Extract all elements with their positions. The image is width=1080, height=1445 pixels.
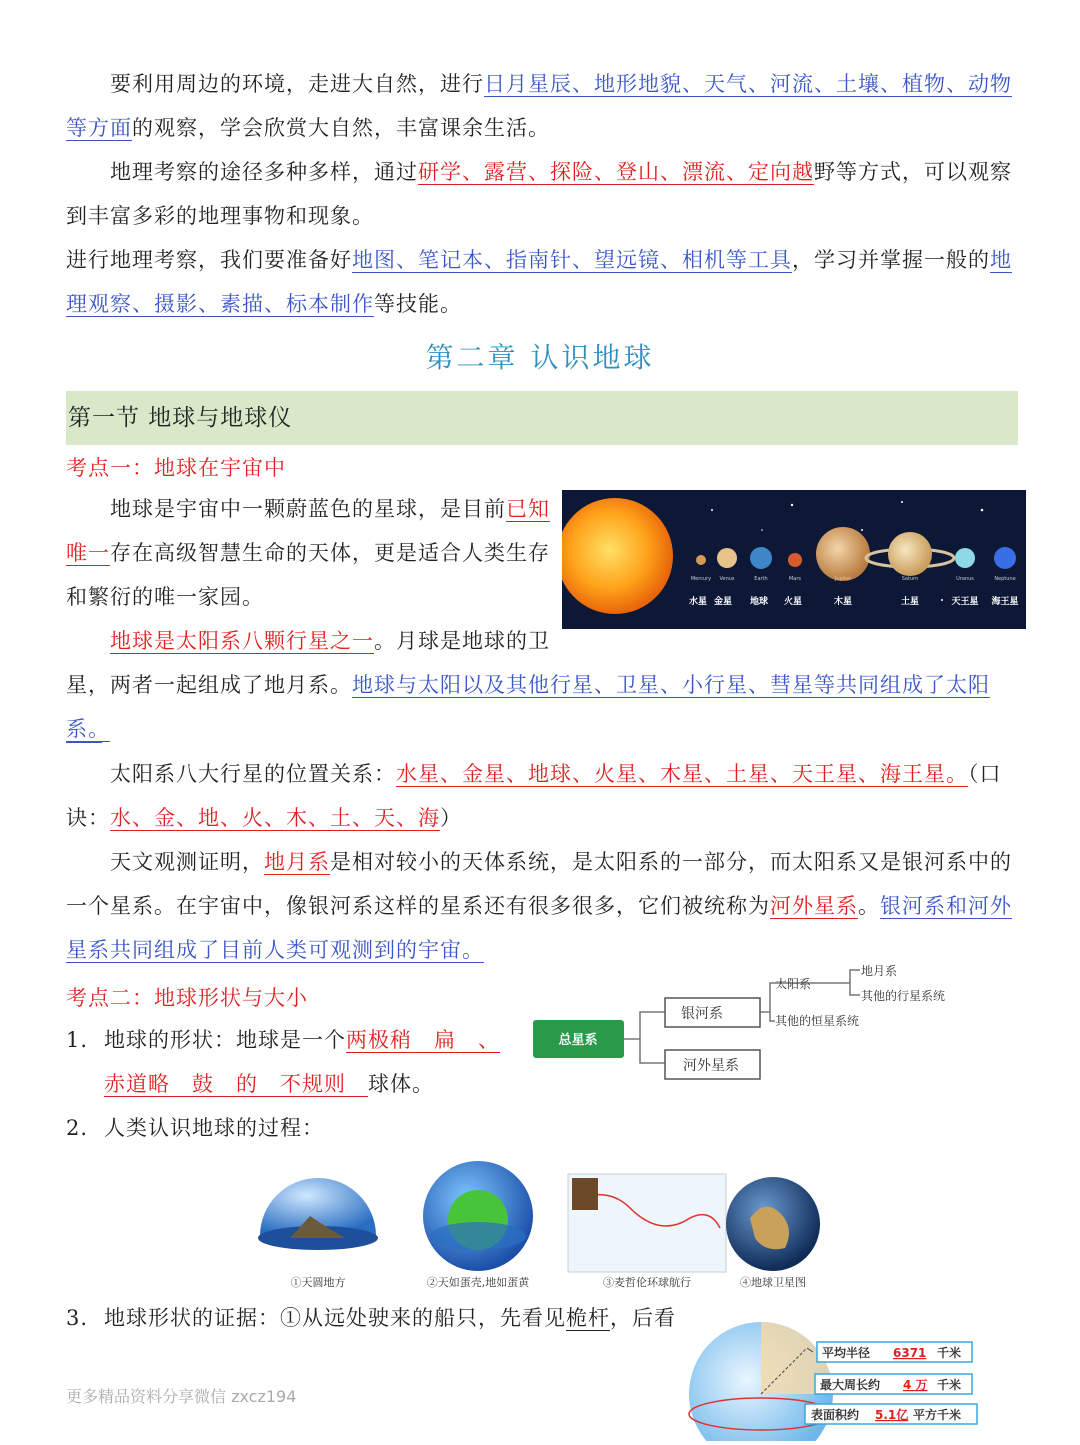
planet-en-label: Venus (719, 576, 735, 582)
item-number: 1. (66, 1028, 89, 1052)
footer-watermark: 更多精品资料分享微信 zxcz194 (66, 1387, 297, 1406)
kd1-paragraph-2b (66, 663, 1018, 751)
planet-zh-label: 天王星 (951, 597, 979, 607)
kd1-paragraph-2a (66, 619, 550, 663)
text: 地理考察的途径多种多样，通过 (110, 160, 418, 184)
highlight-blue: 地图、笔记本、指南针、望远镜、相机等工具 (352, 248, 792, 272)
planet-zh-label: 金星 (713, 597, 733, 607)
neptune-icon (994, 547, 1016, 569)
history-caption: ①天圆地方 (290, 1276, 346, 1289)
text: 。月球是地球的卫 (374, 629, 550, 653)
planet-zh-label: 土星 (900, 597, 920, 607)
chapter-title: 第二章 认识地球 (425, 341, 655, 374)
radius-value: 6371 (893, 1346, 927, 1360)
highlight-red: 地球是太阳系八颗行星之一 (110, 629, 374, 653)
text: （口诀： (66, 762, 1002, 830)
kaodian-1-title: 考点一：地球在宇宙中 (66, 456, 286, 480)
other-stars-label: 其他的恒星系统 (775, 1014, 860, 1028)
text: ，后看 (610, 1306, 676, 1330)
kd1-paragraph-3 (66, 752, 1018, 840)
highlight-blue: 地理观察、摄影、素描、标本制作 (66, 248, 1012, 316)
text: 等技能。 (374, 292, 462, 316)
highlight-red: 水星、金星、地球、火星、木星、土星、天王星、海王星。 (396, 762, 968, 786)
highlight-red: 已知唯一 (66, 497, 550, 565)
galaxy-mindmap (530, 955, 990, 1085)
text: 。 (858, 894, 880, 918)
circumference-label: 最大周长约 (820, 1378, 881, 1392)
text: 天文观测证明， (110, 850, 264, 874)
history-caption: ③麦哲伦环球航行 (603, 1276, 691, 1289)
text: 存在高级智慧生命的天体，更是适合人类生存和繁衍的唯一家园。 (66, 541, 550, 609)
area-label: 表面积约 (811, 1408, 860, 1422)
sun-icon (562, 498, 673, 614)
text: ） (440, 806, 462, 830)
highlight-blue: 方面 (88, 116, 132, 140)
extragalactic-label: 河外星系 (683, 1058, 739, 1074)
planet-en-label: Neptune (994, 576, 1016, 582)
radius-label: 平均半径 (822, 1346, 871, 1360)
underline-continuation (66, 742, 102, 743)
text: 星，两者一起组成了地月系。 (66, 673, 352, 697)
earth-icon (750, 547, 772, 569)
highlight-red: 研学、露营、探险、登山、漂流、定向越 (418, 160, 814, 184)
venus-icon (717, 548, 737, 568)
milky-way-label: 银河系 (681, 1006, 723, 1022)
text: 球体。 (368, 1072, 434, 1096)
radius-unit: 千米 (937, 1346, 962, 1360)
highlight-blue: 地球与太阳以及其他行星、卫星、小行星、彗星等共同组成了太阳系。 (66, 673, 990, 741)
circumference-unit: 千米 (937, 1378, 962, 1392)
mercury-icon (696, 555, 706, 565)
kd1-paragraph-1 (66, 487, 550, 619)
planet-en-label: Earth (754, 576, 768, 582)
section-title: 第一节 地球与地球仪 (66, 391, 1018, 445)
planet-zh-label: 水星 (688, 597, 708, 607)
solar-system-label: 太阳系 (775, 977, 812, 991)
highlight-blue: 银河系和河外星系共同组成了目前人类可观测到的宇宙。 (66, 894, 1012, 962)
text: 地球形状的证据：①从远处驶来的船只，先看见 (104, 1306, 566, 1330)
item-number: 3. (66, 1306, 89, 1330)
earth-satellite-image (726, 1177, 820, 1271)
text: ，学习并掌握一般的 (792, 248, 990, 272)
circumference-value: 4 万 (903, 1378, 928, 1392)
magellan-voyage-image (568, 1174, 726, 1272)
kd2-item-2 (66, 1106, 1018, 1150)
planet-zh-label: 地球 (749, 597, 769, 607)
intro-paragraph-3 (66, 238, 1018, 326)
highlight-red: 地月系 (264, 850, 330, 874)
intro-paragraph-1 (66, 62, 1018, 150)
earth-recognition-images (250, 1158, 830, 1293)
kd1-paragraph-4 (66, 840, 1018, 972)
text: 的观察，学会欣赏大自然，丰富课余生活。 (132, 116, 550, 140)
planet-en-label: Mercury (690, 576, 712, 582)
planet-en-label: Jupiter (834, 576, 852, 582)
highlight-red: 河外星系 (770, 894, 858, 918)
kd2-item-3 (66, 1296, 686, 1340)
text: 是相对较小的天体系统，是太阳系的一部分，而太阳系又是银河系中的一个星系。在宇宙中，像银河系这样的星系还有很多很多，它们被统称为 (66, 850, 1012, 918)
planet-en-label: Uranus (956, 576, 974, 582)
area-unit: 平方千米 (913, 1408, 962, 1422)
earth-moon-label: 地月系 (861, 964, 898, 978)
other-planets-label: 其他的行星系统 (861, 989, 946, 1003)
text: 太阳系八大行星的位置关系： (110, 762, 396, 786)
kaodian-2-title: 考点二：地球形状与大小 (66, 986, 308, 1010)
planet-en-label: Saturn (901, 576, 919, 582)
text: 地球的形状：地球是一个 (104, 1028, 346, 1052)
root-node-label: 总星系 (558, 1033, 598, 1048)
earth-size-globe (685, 1318, 995, 1441)
mars-icon (788, 553, 802, 567)
kd2-item-1 (66, 1018, 526, 1062)
text: 野等方式，可以观察到丰富多彩的地理事物和现象。 (66, 160, 1012, 228)
history-caption: ④地球卫星图 (740, 1276, 806, 1289)
intro-paragraph-2 (66, 150, 1018, 238)
item-number: 2. (66, 1116, 89, 1140)
planet-zh-label: 木星 (833, 597, 853, 607)
kd2-item-1-cont (66, 1062, 564, 1106)
text: 要利用周边的环境，走进大自然，进行 (110, 72, 484, 96)
text: 地球是宇宙中一颗蔚蓝色的星球，是目前 (110, 497, 506, 521)
jupiter-icon (816, 527, 870, 581)
underlined-answer: 桅杆 (566, 1306, 610, 1330)
heaven-round-earth-square-image (258, 1178, 378, 1250)
area-value: 5.1亿 (875, 1408, 909, 1422)
planet-en-label: Mars (788, 576, 802, 582)
saturn-icon (888, 532, 932, 576)
text: 人类认识地球的过程： (104, 1116, 324, 1140)
planet-zh-label: 火星 (783, 597, 803, 607)
blank-answer: 两极稍 扁 、 (346, 1028, 500, 1052)
highlight-blue: 日月星辰、地形地貌、天气、河流、土壤、植物、动物等 (66, 72, 1012, 140)
highlight-red: 水、金、地、火、木、土、天、海 (110, 806, 440, 830)
history-caption: ②天如蛋壳,地如蛋黄 (426, 1276, 530, 1289)
text: 进行地理考察，我们要准备好 (66, 248, 352, 272)
egg-shell-universe-image (423, 1161, 533, 1271)
planet-zh-label: 海王星 (991, 597, 1019, 607)
solar-system-image (562, 490, 1026, 629)
blank-answer: 赤道略 鼓 的 不规则 (104, 1072, 368, 1096)
uranus-icon (955, 548, 975, 568)
